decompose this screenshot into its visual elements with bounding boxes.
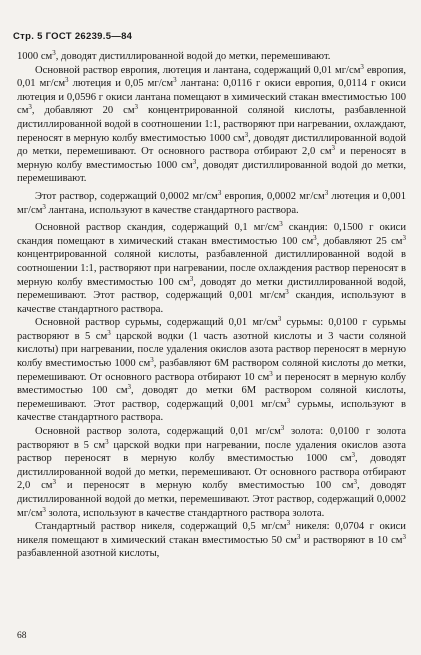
page-number: 68 <box>17 631 27 641</box>
document-body <box>17 50 406 561</box>
paragraph: Основной раствор сурьмы, содержащий 0,01 $мг/см^3$ сурьмы: 0,0100 г сурьмы растворяют в 5 $см^3$ царской водки (1 часть азотной кислоты и 3 части соляной кислоты) при нагревании, после удаления окислов азота раствор переносят в мерную колбу вместимостью 1000 $см^3$, разбавляют 6М раствором соляной кислоты до метки, перемешивают. От основного раствора отбирают 10 $см^3$ и переносят в мерную колбу вместимостью 100 $см^3$, доводят до метки 6М раствором соляной кислоты, перемешивают. Этот раствор, содержащий 0,001 $мг/см^3$ сурьмы, используют в качестве стандартного раствора. <box>17 315 407 424</box>
paragraph: Основной раствор европия, лютеция и лантана, содержащий 0,01 $мг/см^3$ европия, 0,01 $мг/см^3$ лютеция и 0,05 $мг/см^3$ лантана: 0,0116 г окиси европия, 0,0114 г окиси лютеция и 0,0596 г окиси лантана помещают в химический стакан вместимостью 100 $см^3$, добавляют 20 $см^3$ концентрированной соляной кислоты, разбавленной дистиллированной водой в соотношении 1:1, растворяют при нагревании, охлаждают, переносят в мерную колбу вместимостью 1000 $см^3$, доводят дистиллированной водой до метки, перемешивают. От основного раствора отбирают 2,0 $см^3$ и переносят в мерную колбу вместимостью 1000 $см^3$, доводят дистиллированной водой до метки, перемешивают. <box>17 62 407 185</box>
paragraph: Стандартный раствор никеля, содержащий 0,5 $мг/см^3$ никеля: 0,0704 г окиси никеля помещают в химический стакан вместимостью 50 $см^3$ и растворяют в 10 $см^3$ разбавленной азотной кислоты, <box>17 519 406 560</box>
paragraph: Основной раствор золота, содержащий 0,01 $мг/см^3$ золота: 0,0100 г золота растворяют в 5 $см^3$ царской водки при нагревании, после удаления окислов азота раствор переносят в мерную колбу вместимостью 1000 $см^3$, доводят дистиллированной водой до метки, перемешивают. От основного раствора отбирают 2,0 $см^3$ и переносят в мерную колбу вместимостью 100 $см^3$, доводят дистиллированной водой до метки, перемешивают. Этот раствор, содержащий 0,0002 $мг/см^3$ золота, используют в качестве стандартного раствора золота. <box>17 424 407 519</box>
page-header: Стр. 5 ГОСТ 26239.5—84 <box>13 31 133 42</box>
paragraph: Основной раствор скандия, содержащий 0,1 $мг/см^3$ скандия: 0,1500 г окиси скандия помещают в химический стакан вместимостью 100 $см^3$, добавляют 25 $см^3$ концентрированной соляной кислоты, разбавленной дистиллированной водой в соотношении 1:1, растворяют при нагревании, после охлаждения раствор переносят в мерную колбу вместимостью 100 $см^3$, доводят до метки дистиллированной водой, перемешивают. Этот раствор, содержащий 0,001 $мг/см^3$ скандия, используют в качестве стандартного раствора. <box>17 220 406 315</box>
paragraph: 1000 $см^3$, доводят дистиллированной водой до метки, перемешивают. <box>17 49 331 62</box>
paragraph: Этот раствор, содержащий 0,0002 $мг/см^3$ европия, 0,0002 $мг/см^3$ лютеция и 0,001 $мг/см^3$ лантана, используют в качестве стандартного раствора. <box>17 188 406 216</box>
